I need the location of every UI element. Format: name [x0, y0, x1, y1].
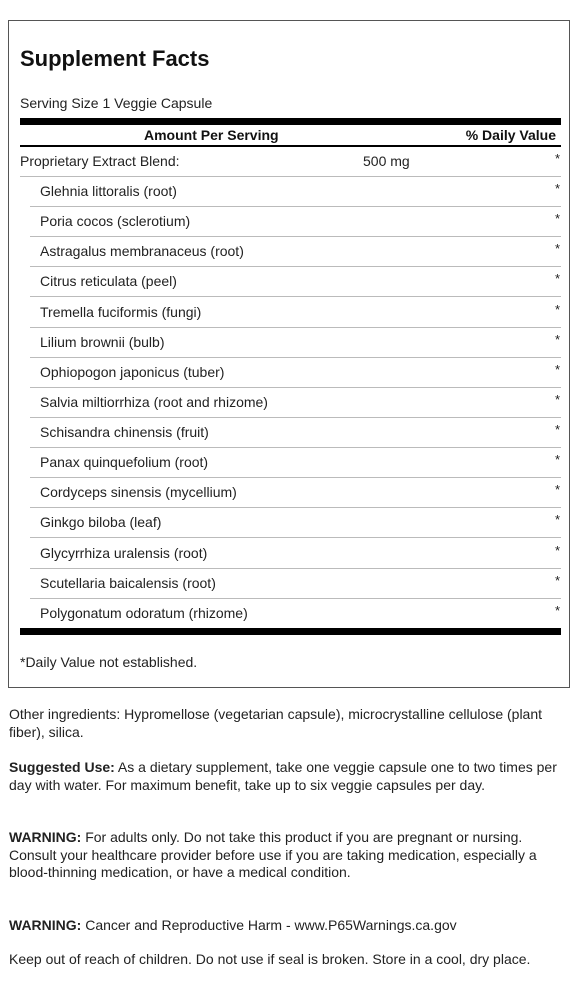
ingredient-name: Scutellaria baicalensis (root): [40, 574, 216, 591]
warning-label: WARNING:: [9, 829, 82, 845]
ingredient-dv: *: [554, 602, 560, 618]
ingredient-dv: *: [554, 482, 560, 498]
blend-name: Proprietary Extract Blend:: [20, 153, 180, 169]
warning-prop65: [9, 917, 569, 935]
ingredient-name: Panax quinquefolium (root): [40, 454, 209, 471]
ingredient-dv: *: [554, 181, 560, 196]
ingredient-dv: *: [554, 241, 560, 257]
suggested-use-text: As a dietary supplement, take one veggie capsule one to two times per day with water. For maximum benefit, take up to six veggie capsules per day.: [9, 759, 557, 793]
table-row: [20, 569, 561, 599]
ingredient-dv: *: [554, 211, 560, 227]
serving-size: Serving Size 1 Veggie Capsule: [20, 95, 213, 111]
other-ingredients: Other ingredients: Hypromellose (vegetarian capsule), microcrystalline cellulose (plant fiber), silica.: [9, 706, 543, 740]
table-row: [20, 328, 561, 358]
ingredient-name: Tremella fuciformis (fungi): [40, 303, 202, 320]
table-row: [20, 508, 561, 538]
footnote: *Daily Value not established.: [20, 654, 198, 670]
ingredient-name: Salvia miltiorrhiza (root and rhizome): [40, 393, 268, 410]
warning-text: For adults only. Do not take this product if you are pregnant or nursing. Consult your healthcare provider before use if you are taking medication, especially a blood-thinning medication, or have a medical condition.: [9, 829, 537, 880]
ingredient-name: Polygonatum odoratum (rhizome): [40, 604, 248, 621]
ingredient-name: Glycyrrhiza uralensis (root): [40, 544, 208, 561]
top-divider: [20, 118, 561, 125]
table-row: [20, 448, 561, 478]
table-row: [20, 207, 561, 237]
table-row: [20, 267, 561, 297]
header-daily-value: % Daily Value: [465, 127, 556, 143]
blend-amount: 500 mg: [363, 153, 410, 169]
suggested-use: [9, 759, 569, 794]
ingredient-dv: *: [554, 331, 560, 347]
ingredient-name: Ophiopogon japonicus (tuber): [40, 363, 225, 380]
ingredient-dv: *: [554, 301, 560, 317]
table-row: [20, 418, 561, 448]
ingredient-dv: *: [554, 422, 560, 438]
ingredient-name: Poria cocos (sclerotium): [40, 213, 191, 230]
table-header: [20, 125, 561, 145]
ingredient-name: Citrus reticulata (peel): [40, 273, 177, 290]
ingredient-dv: *: [554, 391, 560, 407]
ingredient-dv: *: [554, 542, 560, 558]
table-row: [20, 599, 561, 629]
header-amount: Amount Per Serving: [144, 127, 279, 143]
table-row: [20, 237, 561, 267]
ingredient-dv: *: [554, 572, 560, 588]
storage-instructions: Keep out of reach of children. Do not use if seal is broken. Store in a cool, dry place.: [9, 951, 531, 967]
ingredient-name: Cordyceps sinensis (mycellium): [40, 484, 237, 501]
blend-row: [20, 147, 561, 177]
ingredient-name: Astragalus membranaceus (root): [40, 243, 244, 260]
warning-adults: [9, 829, 569, 882]
panel-title: Supplement Facts: [20, 46, 210, 71]
ingredient-name: Ginkgo biloba (leaf): [40, 514, 162, 531]
ingredient-name: Lilium brownii (bulb): [40, 333, 165, 350]
table-row: [20, 388, 561, 418]
table-row: [20, 298, 561, 328]
table-row: [20, 478, 561, 508]
ingredient-name: Schisandra chinensis (fruit): [40, 424, 209, 441]
bottom-divider: [20, 628, 561, 635]
warning-label: WARNING:: [9, 917, 82, 933]
ingredient-dv: *: [554, 512, 560, 528]
ingredient-dv: *: [554, 361, 560, 377]
table-row: [20, 539, 561, 569]
ingredient-dv: *: [554, 271, 560, 287]
ingredient-name: Glehnia littoralis (root): [40, 183, 177, 199]
supplement-facts-panel: [8, 20, 570, 688]
table-row: [20, 177, 561, 207]
table-row: [20, 358, 561, 388]
ingredient-dv: *: [554, 452, 560, 468]
blend-dv: *: [554, 151, 560, 166]
warning-text: Cancer and Reproductive Harm - www.P65Warnings.ca.gov: [81, 917, 457, 933]
suggested-use-label: Suggested Use:: [9, 759, 115, 775]
